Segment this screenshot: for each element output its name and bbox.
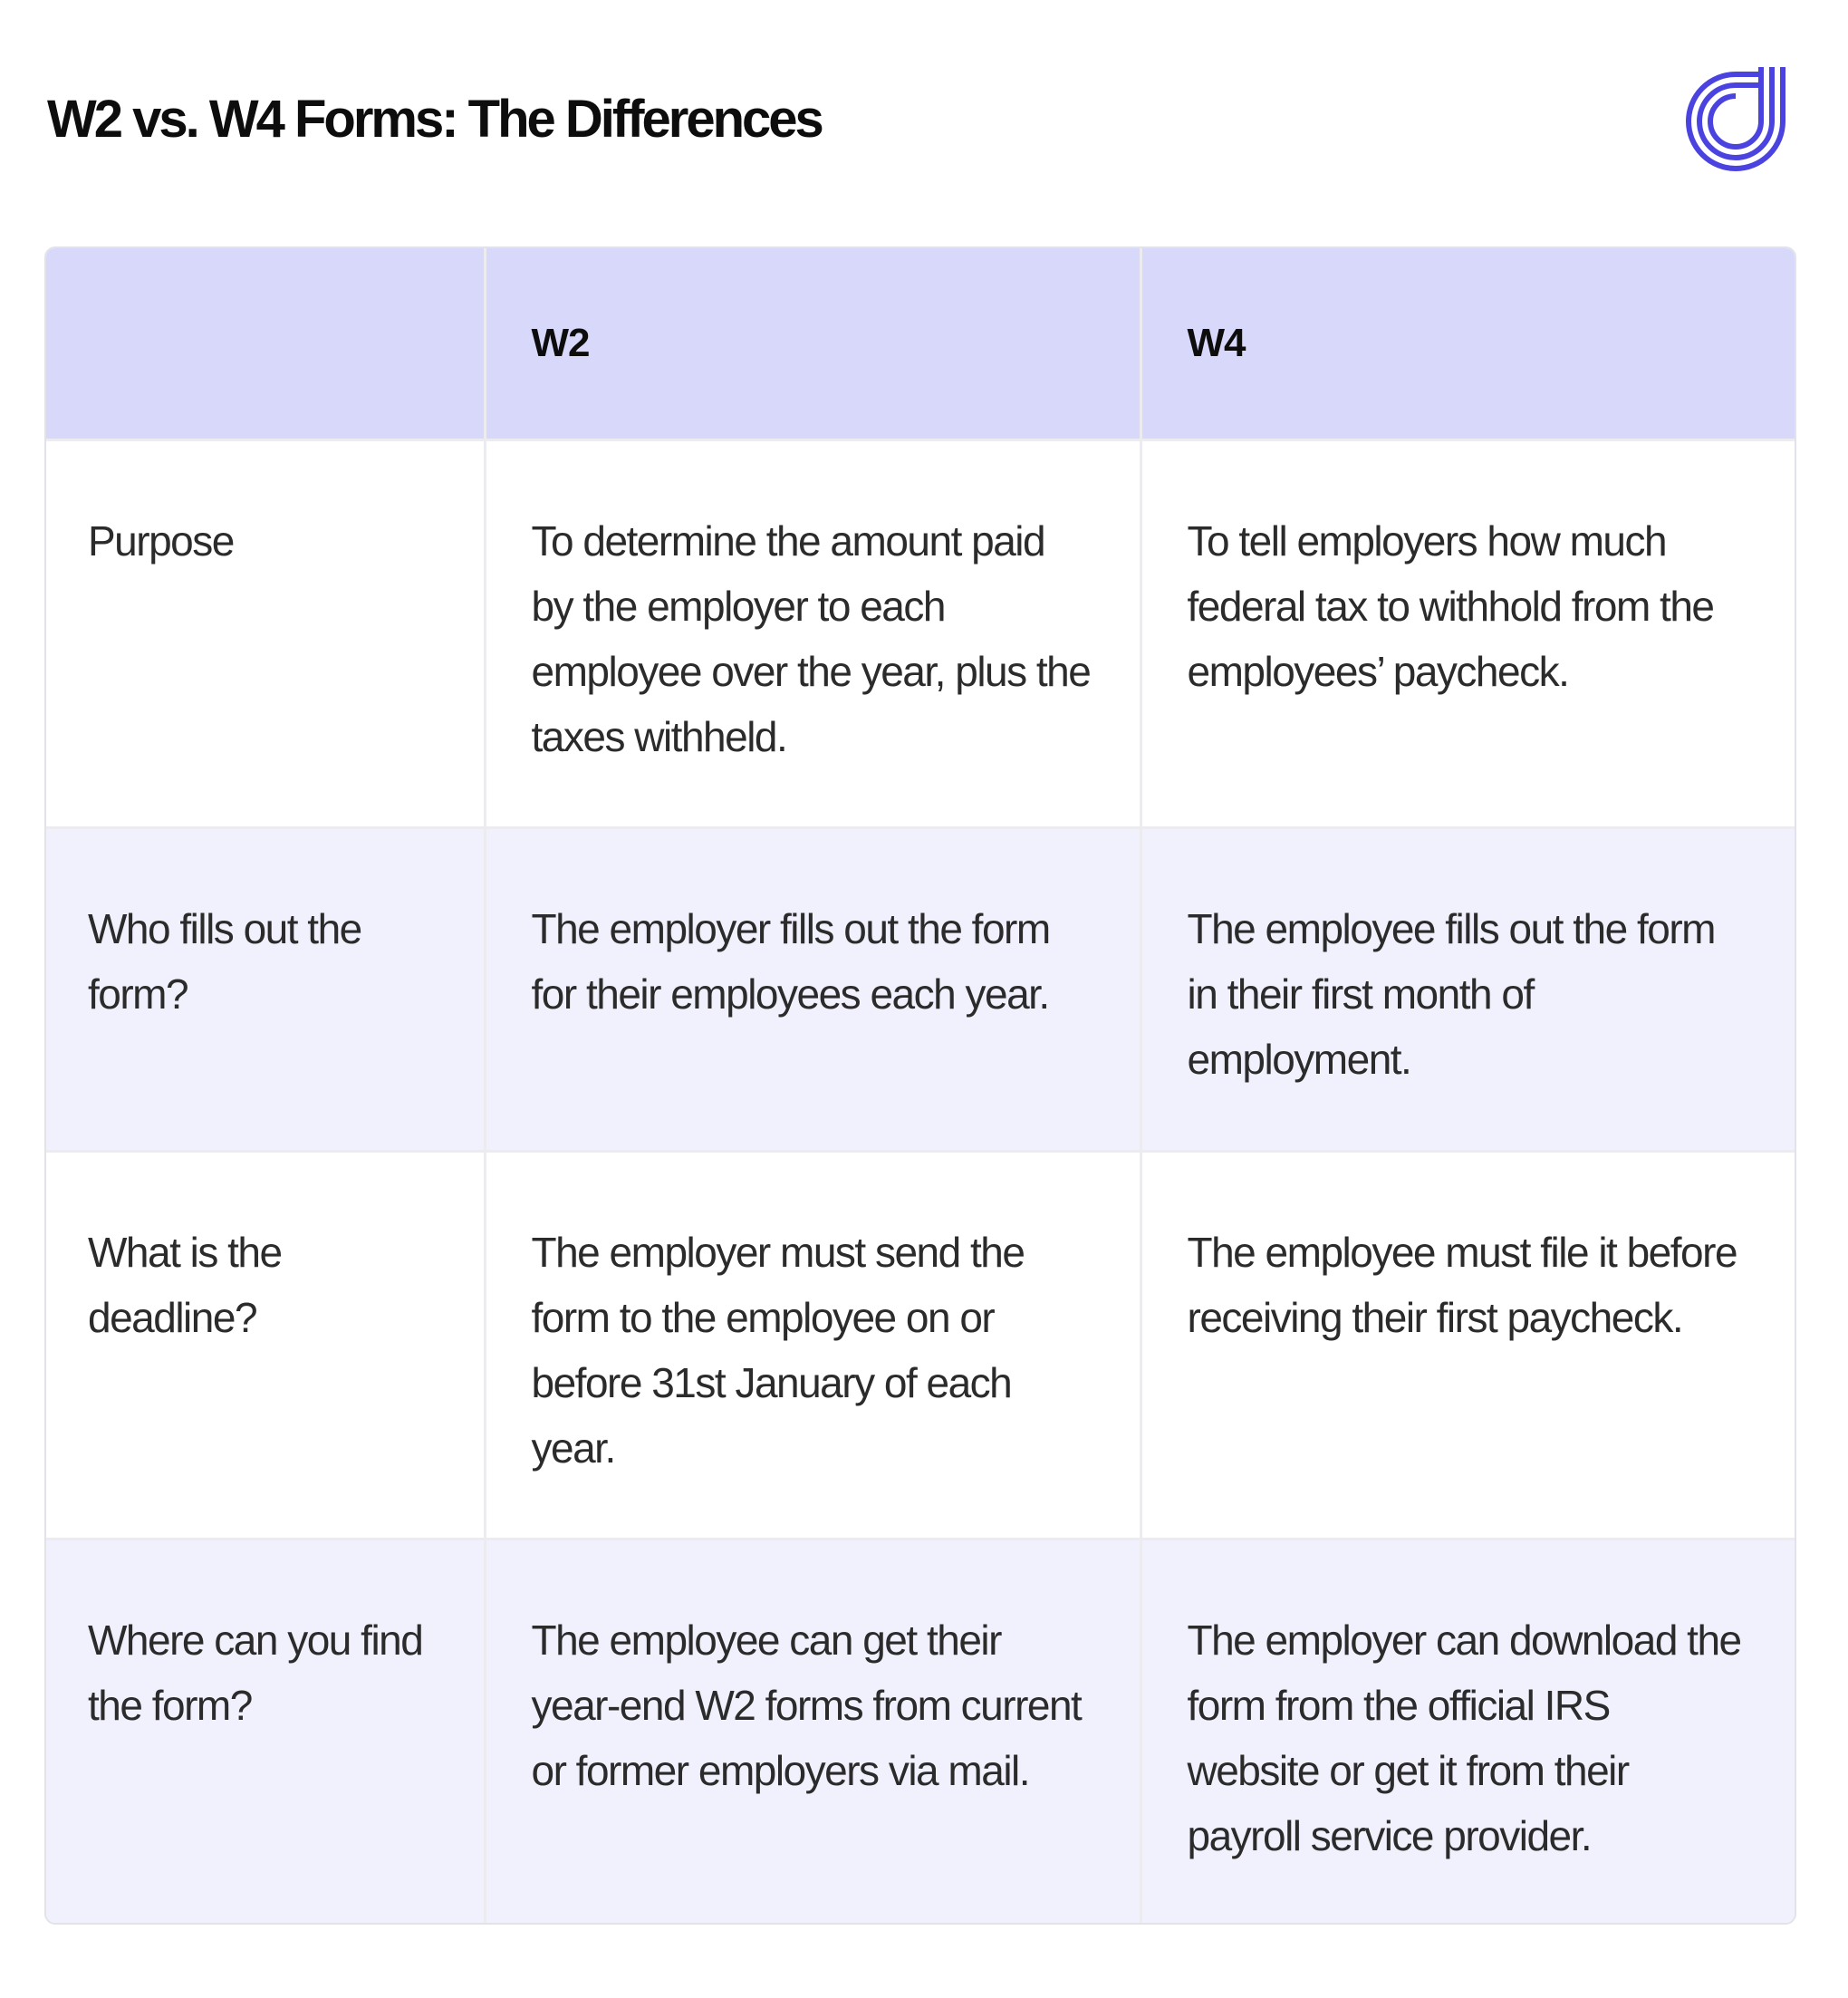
w4-cell: The employee must file it before receiving their first paycheck. [1141,1152,1795,1540]
table-header-row [46,248,1795,440]
header-cell-empty [46,248,485,440]
w2-cell: The employer fills out the form for their employees each year. [485,828,1141,1152]
w4-cell: The employer can download the form from the official IRS website or get it from their payroll service provider. [1141,1540,1795,1926]
header-cell-w4: W4 [1141,248,1795,440]
w2-cell: The employee can get their year-end W2 forms from current or former employers via mail. [485,1540,1141,1926]
page-title: W2 vs. W4 Forms: The Differences [47,90,822,149]
row-label-deadline: What is the deadline? [46,1152,485,1540]
w2-cell: The employer must send the form to the employee on or before 31st January of each year. [485,1152,1141,1540]
table-row [46,440,1795,828]
comparison-table [44,246,1796,1925]
d-logo-icon [1676,62,1795,181]
row-label-purpose: Purpose [46,440,485,828]
table-row [46,1152,1795,1540]
row-label-who-fills: Who fills out the form? [46,828,485,1152]
table-row [46,1540,1795,1926]
w4-cell: The employee fills out the form in their first month of employment. [1141,828,1795,1152]
header-cell-w2: W2 [485,248,1141,440]
table-row [46,828,1795,1152]
w4-cell: To tell employers how much federal tax to withhold from the employees’ paycheck. [1141,440,1795,828]
w2-cell: To determine the amount paid by the employer to each employee over the year, plus the taxes withheld. [485,440,1141,828]
row-label-where: Where can you find the form? [46,1540,485,1926]
